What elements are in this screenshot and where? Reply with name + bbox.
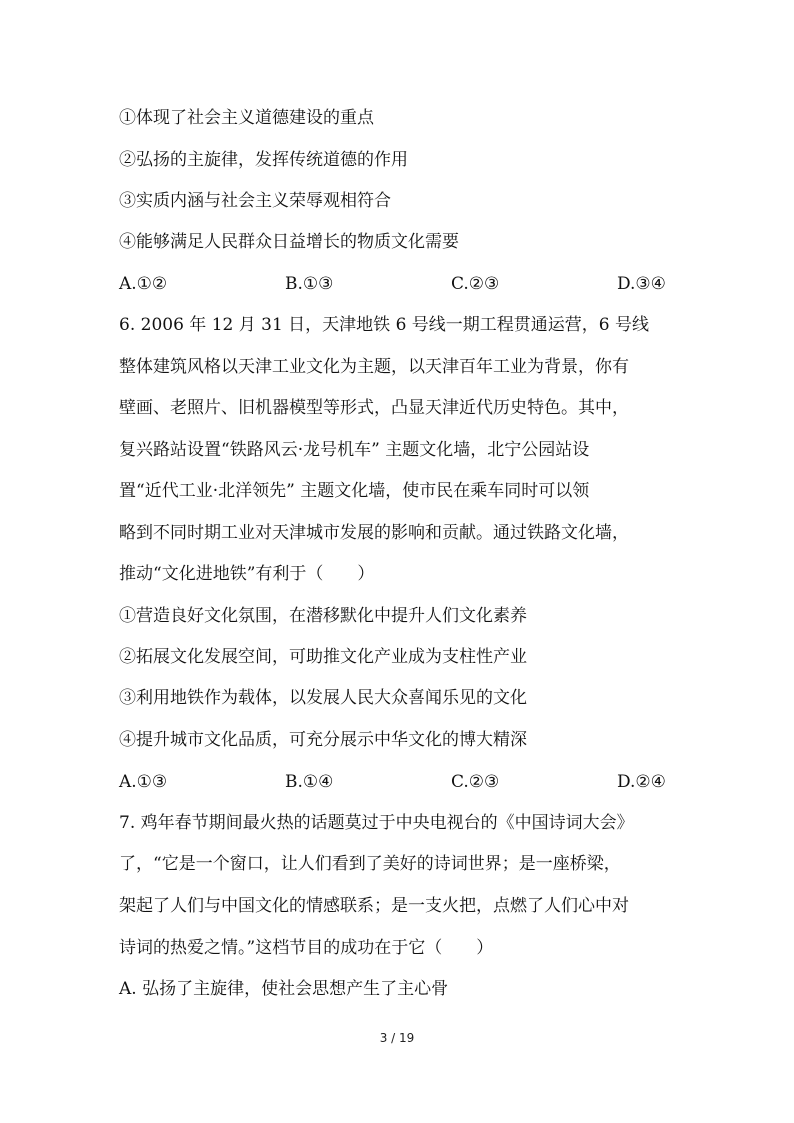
q6-text-line-2: 整体建筑风格以天津工业文化为主题，以天津百年工业为背景，你有: [119, 357, 629, 377]
q7-text-line-2: 了，“它是一个窗口，让人们看到了美好的诗词世界；是一座桥梁，: [119, 854, 621, 874]
q6-text-line-3: 壁画、老照片、旧机器模型等形式，凸显天津近代历史特色。其中，: [119, 398, 629, 418]
q5-statement-1: ①体现了社会主义道德建设的重点: [119, 108, 374, 128]
q5-option-d: D.③④: [617, 274, 666, 294]
q5-option-a: A.①②: [119, 274, 168, 294]
q6-option-c: C.②③: [451, 772, 500, 792]
q6-text-line-7: 推动“文化进地铁”有利于（ ）: [119, 564, 375, 584]
q6-text-line-4: 复兴路站设置“铁路风云·龙号机车” 主题文化墙，北宁公园站设: [119, 440, 590, 460]
q6-statement-2: ②拓展文化发展空间，可助推文化产业成为支柱性产业: [119, 647, 527, 667]
q7-text-line-4: 诗词的热爱之情。”这档节目的成功在于它（ ）: [119, 938, 494, 958]
page-number: 3 / 19: [379, 1031, 415, 1045]
q6-option-b: B.①④: [285, 772, 334, 792]
q5-options: [119, 272, 679, 296]
q6-statement-1: ①营造良好文化氛围，在潜移默化中提升人们文化素养: [119, 606, 527, 626]
q7-text-line-3: 架起了人们与中国文化的情感联系；是一支火把，点燃了人们心中对: [119, 896, 629, 916]
q7-option-a: A. 弘扬了主旋律，使社会思想产生了主心骨: [119, 979, 449, 999]
q6-text-line-6: 略到不同时期工业对天津城市发展的影响和贡献。通过铁路文化墙，: [119, 523, 629, 543]
q5-option-c: C.②③: [451, 274, 500, 294]
q6-options: [119, 770, 679, 794]
q6-statement-3: ③利用地铁作为载体，以发展人民大众喜闻乐见的文化: [119, 688, 527, 708]
q6-option-a: A.①③: [119, 772, 168, 792]
q6-statement-4: ④提升城市文化品质，可充分展示中华文化的博大精深: [119, 730, 527, 750]
q6-text-line-5: 置“近代工业·北洋领先” 主题文化墙，使市民在乘车同时可以领: [119, 481, 590, 501]
q5-statement-4: ④能够满足人民群众日益增长的物质文化需要: [119, 232, 459, 252]
q5-statement-2: ②弘扬的主旋律，发挥传统道德的作用: [119, 150, 408, 170]
q6-text-line-1: 6. 2006 年 12 月 31 日，天津地铁 6 号线一期工程贯通运营，6 号线: [119, 315, 650, 335]
q7-text-line-1: 7. 鸡年春节期间最火热的话题莫过于中央电视台的《中国诗词大会》: [119, 813, 634, 833]
q5-option-b: B.①③: [285, 274, 334, 294]
q6-option-d: D.②④: [617, 772, 666, 792]
q5-statement-3: ③实质内涵与社会主义荣辱观相符合: [119, 191, 391, 211]
